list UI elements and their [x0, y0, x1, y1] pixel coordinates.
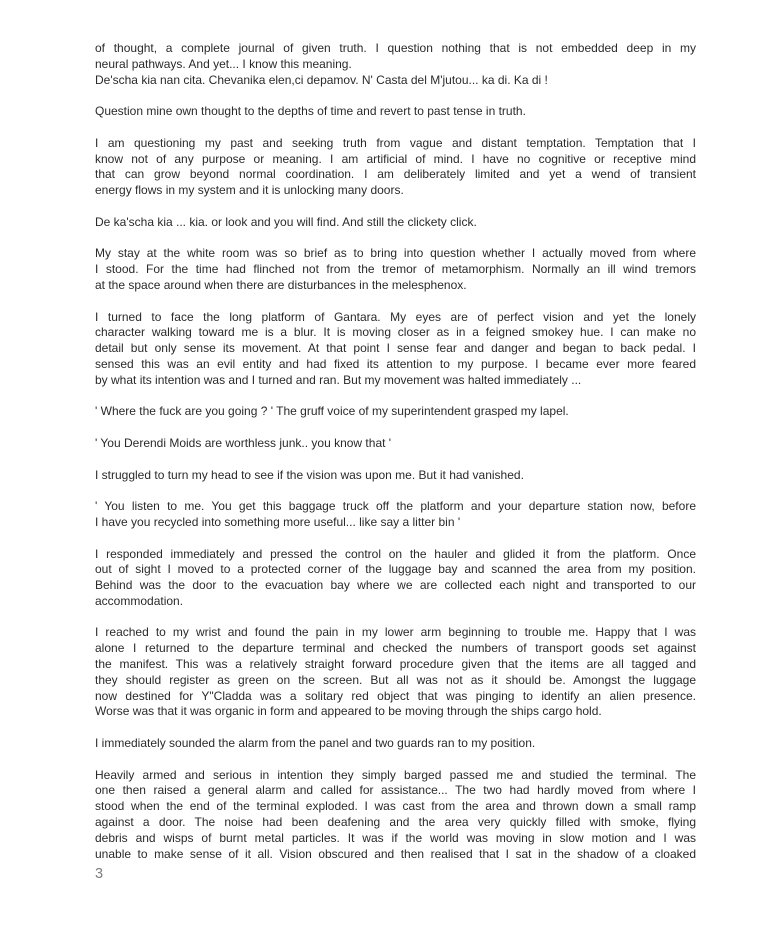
- text-line: energy flows in my system and it is unlocking many doors.: [95, 183, 404, 198]
- paragraph: [95, 625, 696, 720]
- paragraph: [95, 768, 696, 863]
- paragraph: [95, 468, 696, 484]
- text-line: ' You Derendi Moids are worthless junk.. you know that ': [95, 435, 392, 450]
- text-line: out of sight I moved to a protected corner of the luggage bay and scanned the area from my position.: [95, 562, 696, 577]
- text-line: I am questioning my past and seeking truth from vague and distant temptation. Temptation that I: [95, 135, 696, 150]
- text-line: alone I returned to the departure terminal and checked the numbers of transport goods set against: [95, 641, 696, 656]
- text-line: of thought, a complete journal of given truth. I question nothing that is not embedded deep in my: [95, 41, 696, 55]
- text-line: against a door. The noise had been deafening and the area very quickly filled with smoke, flying: [95, 815, 696, 830]
- paragraph: [95, 136, 696, 199]
- text-line: Question mine own thought to the depths of time and revert to past tense in truth.: [95, 104, 526, 119]
- paragraph: [95, 104, 696, 120]
- text-line: know not of any purpose or meaning. I am artificial of mind. I have no cognitive or receptive mind: [95, 151, 696, 166]
- text-line: one then raised a general alarm and called for assistance... The two had hardly moved from where I: [95, 783, 696, 798]
- text-line: Behind was the door to the evacuation bay where we are collected each night and transported to our: [95, 578, 696, 593]
- text-line: Heavily armed and serious in intention they simply barged passed me and studied the terminal. The: [95, 767, 696, 782]
- text-line: at the space around when there are disturbances in the melesphenox.: [95, 277, 467, 292]
- text-line: now destined for Y"Cladda was a solitary red object that was pinging to identify an alien presence.: [95, 688, 696, 703]
- text-line: De ka'scha kia ... kia. or look and you will find. And still the clickety click.: [95, 214, 477, 229]
- paragraph: [95, 499, 696, 531]
- paragraph: [95, 41, 696, 73]
- text-line: stood when the end of the terminal exploded. I was cast from the area and thrown down a small ramp: [95, 799, 696, 814]
- text-line: I reached to my wrist and found the pain in my lower arm beginning to trouble me. Happy that I was: [95, 625, 696, 640]
- text-line: by what its intention was and I turned and ran. But my movement was halted immediately ...: [95, 372, 582, 387]
- paragraph: [95, 547, 696, 610]
- text-line: ' You listen to me. You get this baggage truck off the platform and your departure station now, before: [95, 499, 696, 514]
- text-line: accommodation.: [95, 593, 184, 608]
- paragraph: [95, 404, 696, 420]
- paragraph: [95, 246, 696, 293]
- paragraph: [95, 310, 696, 389]
- text-line: I turned to face the long platform of Gantara. My eyes are of perfect vision and yet the lonely: [95, 309, 696, 324]
- text-line: I immediately sounded the alarm from the panel and two guards ran to my position.: [95, 736, 536, 751]
- text-line: debris and wisps of burnt metal particles. It was if the world was moving in slow motion and I was: [95, 830, 696, 845]
- paragraph: [95, 73, 696, 89]
- text-line: I stood. For the time had flinched not from the tremor of metamorphism. Normally an ill wind tremors: [95, 262, 696, 277]
- text-line: they should register as green on the screen. But all was not as it should be. Amongst the luggage: [95, 672, 696, 687]
- text-line: detail but only sense its movement. At that point I sense fear and danger and began to back pedal. I: [95, 341, 696, 356]
- page-content: [95, 41, 696, 862]
- text-line: ' Where the fuck are you going ? ' The gruff voice of my superintendent grasped my lapel.: [95, 404, 569, 419]
- text-line: I have you recycled into something more useful... like say a litter bin ': [95, 514, 461, 529]
- text-line: neural pathways. And yet... I know this meaning.: [95, 56, 352, 71]
- text-line: character walking toward me is a blur. It is moving closer as in a feigned smokey hue. I can make no: [95, 325, 696, 340]
- text-line: that can grow beyond normal coordination. I am deliberately limited and yet a wend of transient: [95, 167, 696, 182]
- text-line: the manifest. This was a relatively straight forward procedure given that the items are all tagged and: [95, 657, 696, 672]
- text-line: I responded immediately and pressed the control on the hauler and glided it from the platform. Once: [95, 546, 696, 561]
- paragraph: [95, 436, 696, 452]
- paragraph: [95, 215, 696, 231]
- page-number: 3: [95, 866, 104, 882]
- text-line: I struggled to turn my head to see if the vision was upon me. But it had vanished.: [95, 467, 524, 482]
- text-line: De'scha kia nan cita. Chevanika elen,ci depamov. N' Casta del M'jutou... ka di. Ka di !: [95, 72, 548, 87]
- text-line: Worse was that it was organic in form and appeared to be moving through the ships cargo hold.: [95, 704, 602, 719]
- text-line: unable to make sense of it all. Vision obscured and then realised that I sat in the shadow of a cloaked: [95, 846, 696, 861]
- text-line: sensed this was an evil entity and had fixed its attention to my purpose. I became ever more feared: [95, 356, 696, 371]
- text-line: My stay at the white room was so brief as to bring into question whether I actually moved from where: [95, 246, 696, 261]
- paragraph: [95, 736, 696, 752]
